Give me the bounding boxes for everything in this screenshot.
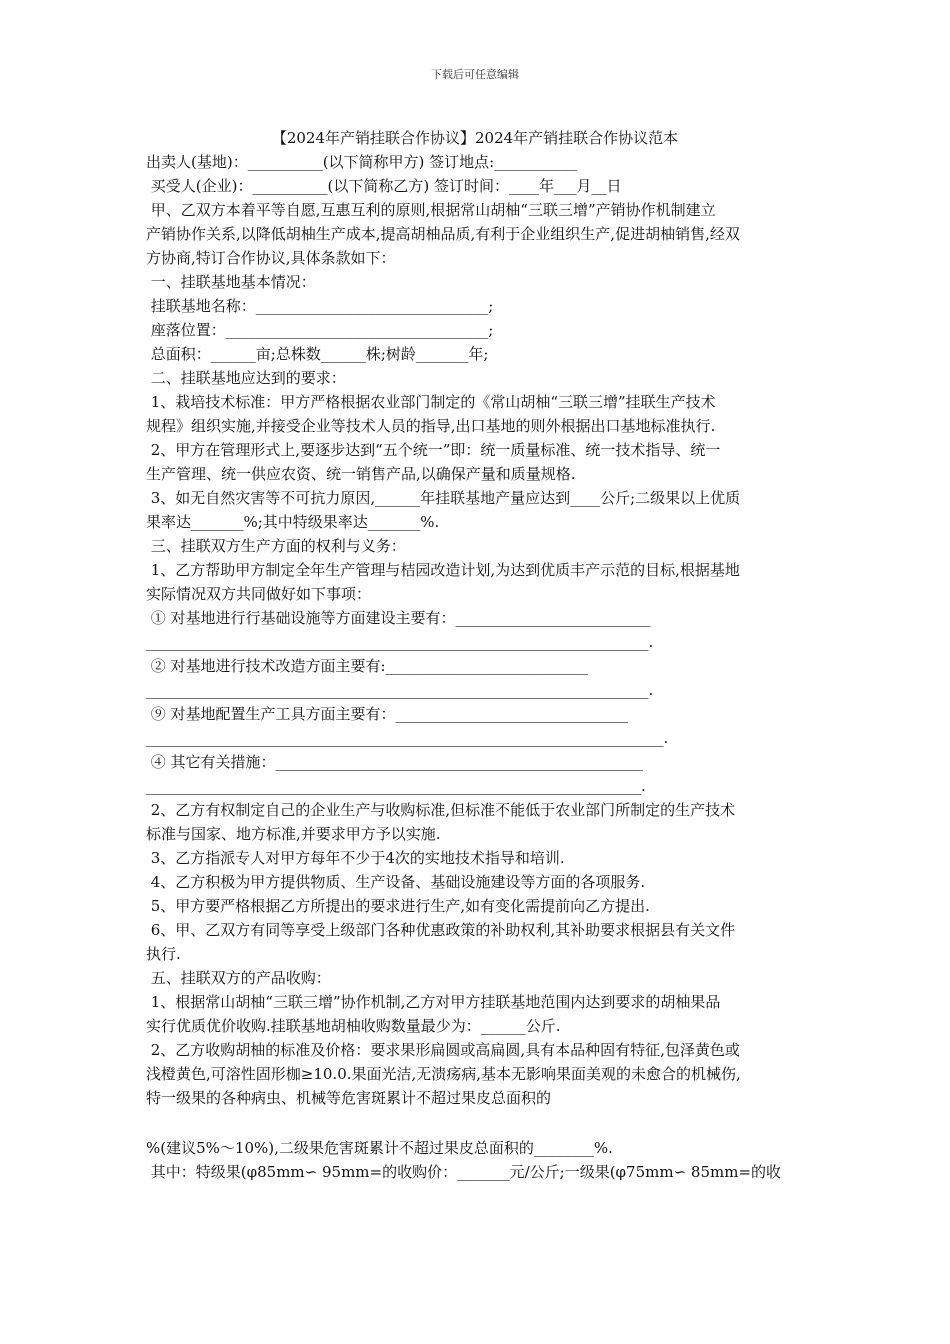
- text-line: 实际情况双方共同做好如下事项：: [146, 585, 372, 603]
- text-line: 座落位置：___________________________________;: [146, 321, 494, 339]
- text-line: 3、乙方指派专人对甲方每年不少于4次的实地技术指导和培训.: [146, 849, 565, 867]
- text-line: ___________________________________________________________________.: [146, 633, 654, 651]
- body-lines: [146, 150, 816, 1110]
- text-line: 6、甲、乙双方有同等享受上级部门各种优惠政策的补助权利,其补助要求根据县有关文件: [146, 921, 736, 939]
- text-line: __________________________________________________________________.: [146, 777, 646, 795]
- text-line: 挂联基地名称：_______________________________;: [146, 297, 494, 315]
- text-line: 实行优质优价收购.挂联基地胡柚收购数量最少为：______公斤.: [146, 1017, 561, 1035]
- text-line: ② 对基地进行技术改造方面主要有:___________________________: [146, 657, 589, 675]
- text-line: 4、乙方积极为甲方提供物质、生产设备、基础设施建设等方面的各项服务.: [146, 873, 646, 891]
- body-lines-continued: [146, 1136, 816, 1184]
- text-line: 5、甲方要严格根据乙方所提出的要求进行生产,如有变化需提前向乙方提出.: [146, 897, 650, 915]
- text-line: 二、挂联基地应达到的要求：: [146, 369, 346, 387]
- text-line: 三、挂联双方生产方面的权利与义务：: [146, 537, 406, 555]
- document-title: 【2024年产销挂联合作协议】2024年产销挂联合作协议范本: [271, 129, 679, 147]
- text-line: 规程》组织实施,并接受企业等技术人员的指导,出口基地的则外根据出口基地标准执行.: [146, 417, 716, 435]
- text-line: 3、如无自然灾害等不可抗力原因,______年挂联基地产量应达到____公斤;二级果以上优质: [146, 489, 741, 507]
- text-line: 1、栽培技术标准：甲方严格根据农业部门制定的《常山胡柚“三联三增”挂联生产技术: [146, 393, 716, 411]
- paragraph-gap: [146, 1110, 816, 1136]
- text-line: %(建议5%～10%),二级果危害斑累计不超过果皮总面积的________%.: [146, 1139, 613, 1157]
- text-line: 总面积：______亩;总株数______株;树龄_______年;: [146, 345, 489, 363]
- document-body: [146, 126, 816, 1184]
- text-line: 1、乙方帮助甲方制定全年生产管理与桔园改造计划,为达到优质丰产示范的目标,根据基地: [146, 561, 740, 579]
- text-line: 其中：特级果(φ85mm∽ 95mm=的收购价：_______元/公斤;一级果(φ75mm∽ 85mm=的收: [146, 1163, 782, 1181]
- text-line: ___________________________________________________________________.: [146, 681, 654, 699]
- text-line: 浅橙黄色,可溶性固形枷≥10.0.果面光洁,无溃疡病,基本无影响果面美观的未愈合的机械伤,: [146, 1065, 741, 1083]
- text-line: ① 对基地进行行基础设施等方面建设主要有：__________________________: [146, 609, 651, 627]
- text-line: 特一级果的各种病虫、机械等危害斑累计不超过果皮总面积的: [146, 1089, 552, 1107]
- text-line: 五、挂联双方的产品收购：: [146, 969, 331, 987]
- text-line: 买受人(企业)：__________(以下简称乙方) 签订时间：____年___月__日: [146, 177, 622, 195]
- text-line: 1、根据常山胡柚“三联三增”协作机制,乙方对甲方挂联基地范围内达到要求的胡柚果品: [146, 993, 721, 1011]
- text-line: 甲、乙双方本着平等自愿,互惠互利的原则,根据常山胡柚“三联三增”产销协作机制建立: [146, 201, 716, 219]
- text-line: 产销协作关系,以降低胡柚生产成本,提高胡柚品质,有利于企业组织生产,促进胡柚销售,经双: [146, 225, 740, 243]
- text-line: _____________________________________________________________________.: [146, 729, 669, 747]
- text-line: 执行.: [146, 945, 181, 963]
- text-line: 2、乙方收购胡柚的标准及价格：要求果形扁圆或高扁圆,具有本品种固有特征,包泽黄色或: [146, 1041, 740, 1059]
- text-line: 果率达_______%;其中特级果率达_______%.: [146, 513, 440, 531]
- text-line: ④ 其它有关措施：_________________________________________________: [146, 753, 644, 771]
- text-line: 标准与国家、地方标准,并要求甲方予以实施.: [146, 825, 441, 843]
- text-line: 方协商,特订合作协议,具体条款如下：: [146, 249, 396, 267]
- text-line: 2、乙方有权制定自己的企业生产与收购标准,但标准不能低于农业部门所制定的生产技术: [146, 801, 736, 819]
- text-line: 生产管理、统一供应农资、统一销售产品,以确保产量和质量规格.: [146, 465, 576, 483]
- text-line: 2、甲方在管理形式上,要逐步达到“五个统一”即：统一质量标准、统一技术指导、统一: [146, 441, 721, 459]
- text-line: ⑨ 对基地配置生产工具方面主要有：_______________________________: [146, 705, 629, 723]
- text-line: 出卖人(基地)：__________(以下简称甲方) 签订地点:___________: [146, 153, 577, 171]
- page-header: 下载后可任意编辑: [431, 68, 519, 81]
- text-line: 一、挂联基地基本情况：: [146, 273, 316, 291]
